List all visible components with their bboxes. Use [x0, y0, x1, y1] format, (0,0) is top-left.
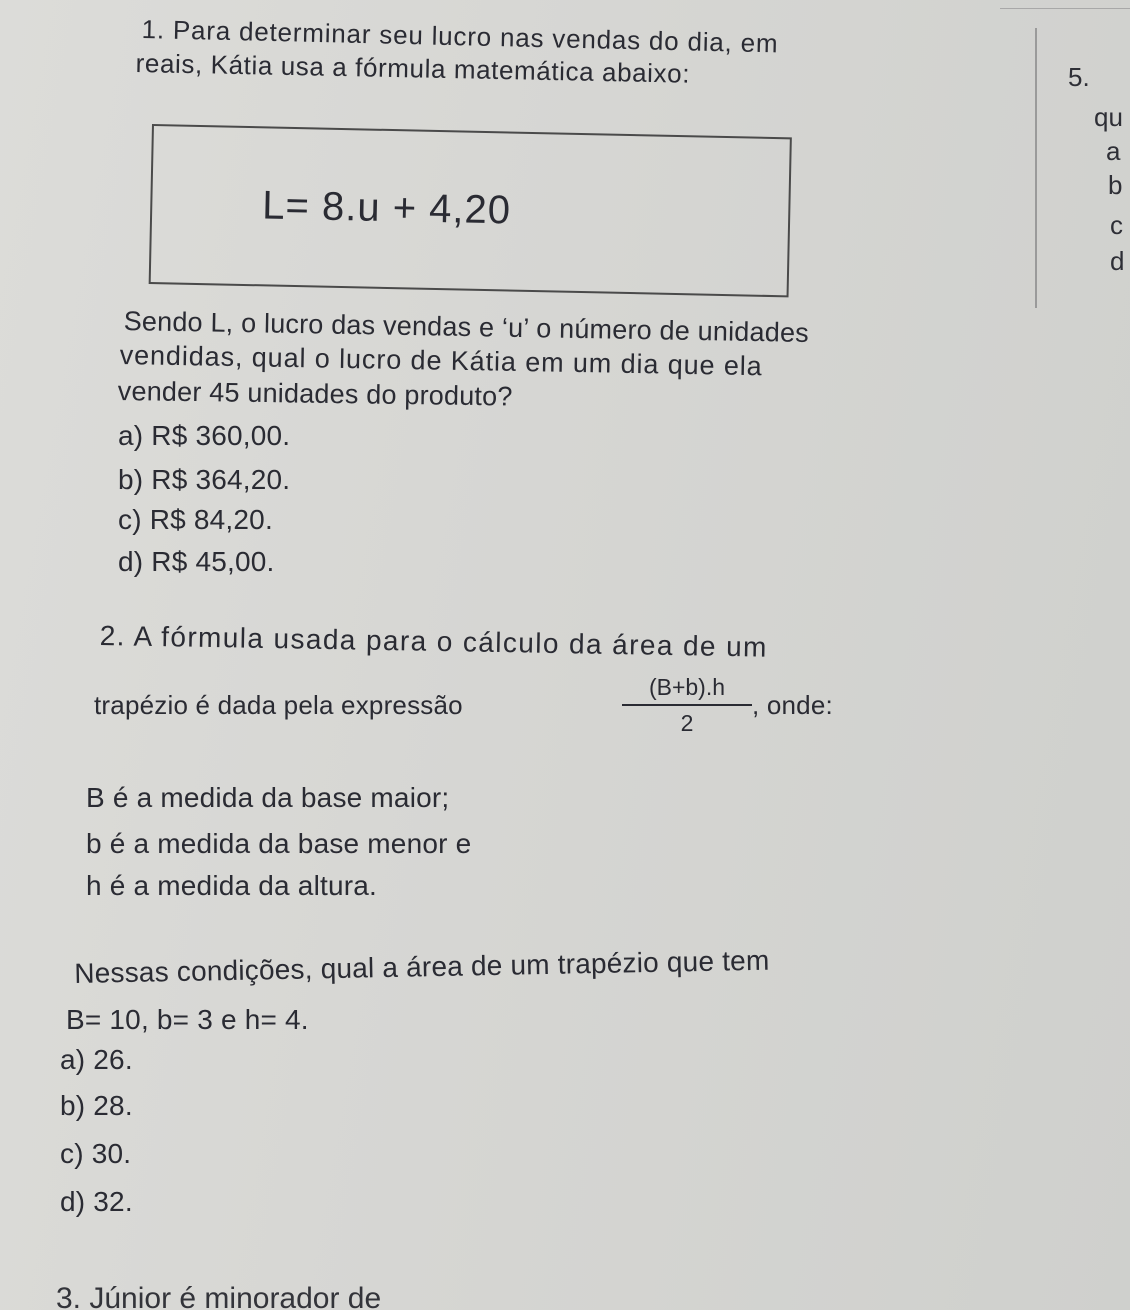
q2-option-c: c) 30. — [60, 1138, 132, 1169]
q1-option-b: b) R$ 364,20. — [118, 464, 291, 495]
q2-line-2-suffix: , onde: — [752, 690, 833, 720]
q2-condition-line-1: Nessas condições, qual a área de um trapézio que tem — [74, 944, 770, 989]
q1-option-a: a) R$ 360,00. — [118, 420, 291, 451]
side-question-number: 5. — [1068, 62, 1090, 92]
column-divider — [1035, 28, 1037, 308]
q2-option-d: d) 32. — [60, 1186, 133, 1217]
q2-line-2-prefix: trapézio é dada pela expressão — [94, 690, 463, 720]
q1-stem-line-1: Sendo L, o lucro das vendas e ‘u’ o número de unidades — [123, 306, 810, 348]
side-fragment: b — [1108, 170, 1123, 200]
q2-line-1: 2. A fórmula usada para o cálculo da área de um — [99, 620, 769, 663]
q2-option-b: b) 28. — [60, 1090, 133, 1121]
trapezoid-area-fraction — [622, 674, 752, 737]
fraction-numerator: (B+b).h — [622, 674, 752, 706]
fraction-denominator: 2 — [680, 710, 694, 736]
top-rule — [1000, 8, 1130, 9]
definition-height: h é a medida da altura. — [86, 870, 378, 901]
definition-base-minor: b é a medida da base menor e — [86, 828, 472, 859]
q1-option-c: c) R$ 84,20. — [118, 504, 273, 535]
side-fragment: c — [1110, 210, 1123, 240]
q1-line-2: reais, Kátia usa a fórmula matemática abaixo: — [135, 48, 691, 89]
formula-box — [149, 124, 792, 297]
q2-option-a: a) 26. — [60, 1044, 133, 1075]
definition-base-major: B é a medida da base maior; — [86, 782, 450, 813]
q2-condition-line-2: B= 10, b= 3 e h= 4. — [66, 1004, 309, 1035]
side-fragment: d — [1110, 246, 1125, 276]
q1-line-1: 1. Para determinar seu lucro nas vendas do dia, em — [141, 14, 779, 59]
formula-text: L= 8.u + 4,20 — [261, 183, 512, 233]
q1-stem-line-2: vendidas, qual o lucro de Kátia em um dia que ela — [119, 340, 763, 382]
q3-partial-line: 3. Júnior é minorador de — [56, 1282, 382, 1310]
side-fragment: a — [1106, 136, 1121, 166]
side-fragment: qu — [1094, 102, 1123, 132]
q1-stem-line-3: vender 45 unidades do produto? — [117, 376, 513, 412]
q1-option-d: d) R$ 45,00. — [118, 546, 275, 577]
